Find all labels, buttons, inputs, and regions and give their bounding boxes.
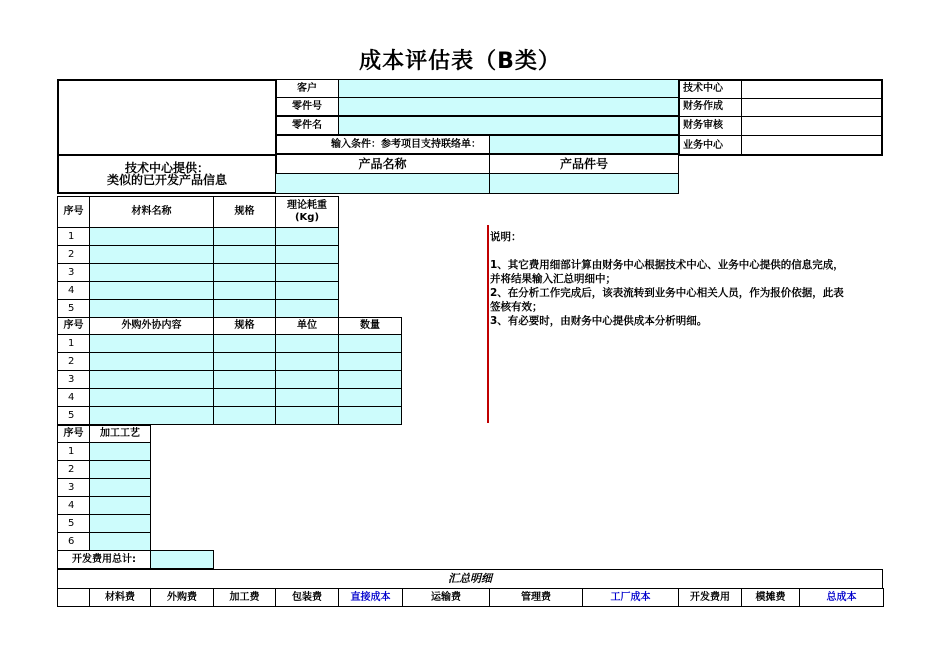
- summary-item-5: 运输费: [402, 588, 490, 607]
- outsource-content-cell[interactable]: [89, 352, 214, 371]
- notes-title: 说明：: [490, 231, 522, 243]
- approval-label-business: 业务中心: [679, 136, 742, 155]
- process-name-cell[interactable]: [89, 442, 151, 461]
- materials-name-cell[interactable]: [89, 227, 214, 246]
- approval-label-tech: 技术中心: [679, 80, 742, 99]
- outsource-row-seq: 1: [57, 334, 90, 353]
- materials-row-seq: 4: [57, 281, 90, 300]
- summary-blank-cell: [57, 588, 90, 607]
- outsource-spec-cell[interactable]: [213, 406, 276, 425]
- part-name-field[interactable]: [338, 116, 679, 135]
- approval-field-business[interactable]: [741, 136, 882, 155]
- materials-weight-cell[interactable]: [275, 281, 339, 300]
- materials-row-seq: 2: [57, 245, 90, 264]
- outsource-spec-cell[interactable]: [213, 388, 276, 407]
- outsource-content-cell[interactable]: [89, 334, 214, 353]
- materials-row-seq: 1: [57, 227, 90, 246]
- outsource-row-seq: 4: [57, 388, 90, 407]
- process-row-seq: 1: [57, 442, 90, 461]
- outsource-header-content: 外购外协内容: [89, 317, 214, 335]
- page-title: 成本评估表（B类）: [359, 49, 561, 74]
- approval-field-tech[interactable]: [741, 80, 882, 99]
- materials-header-name: 材料名称: [89, 196, 214, 228]
- approval-field-finance-make[interactable]: [741, 98, 882, 117]
- outsource-unit-cell[interactable]: [275, 334, 339, 353]
- materials-weight-cell[interactable]: [275, 299, 339, 318]
- summary-item-3: 包装费: [275, 588, 339, 607]
- similar-label-line1: 技术中心提供：: [124, 161, 209, 175]
- outsource-qty-cell[interactable]: [338, 334, 402, 353]
- dev-total-label: 开发费用总计:: [57, 550, 151, 569]
- outsource-qty-cell[interactable]: [338, 370, 402, 389]
- summary-item-6: 管理费: [489, 588, 583, 607]
- customer-label: 客户: [275, 79, 339, 98]
- weight-header-line2: (Kg): [294, 212, 320, 223]
- materials-name-cell[interactable]: [89, 245, 214, 264]
- process-row-seq: 3: [57, 478, 90, 497]
- outsource-header-unit: 单位: [275, 317, 339, 335]
- outsource-row-seq: 2: [57, 352, 90, 371]
- summary-item-1: 外购费: [150, 588, 214, 607]
- materials-spec-cell[interactable]: [213, 227, 276, 246]
- summary-item-4: 直接成本: [338, 588, 403, 607]
- process-header-name: 加工工艺: [89, 425, 151, 443]
- summary-item-2: 加工费: [213, 588, 276, 607]
- materials-weight-cell[interactable]: [275, 227, 339, 246]
- process-row-seq: 2: [57, 460, 90, 479]
- outsource-unit-cell[interactable]: [275, 406, 339, 425]
- outsource-unit-cell[interactable]: [275, 352, 339, 371]
- process-header-seq: 序号: [57, 425, 90, 443]
- product-no-field[interactable]: [489, 173, 679, 194]
- outsource-spec-cell[interactable]: [213, 370, 276, 389]
- outsource-unit-cell[interactable]: [275, 388, 339, 407]
- materials-spec-cell[interactable]: [213, 281, 276, 300]
- product-name-header: 产品名称: [275, 154, 490, 174]
- process-name-cell[interactable]: [89, 460, 151, 479]
- outsource-qty-cell[interactable]: [338, 388, 402, 407]
- process-name-cell[interactable]: [89, 478, 151, 497]
- summary-title: 汇总明细: [57, 569, 883, 589]
- outsource-content-cell[interactable]: [89, 388, 214, 407]
- process-name-cell[interactable]: [89, 496, 151, 515]
- process-name-cell[interactable]: [89, 532, 151, 551]
- outsource-header-qty: 数量: [338, 317, 402, 335]
- summary-item-0: 材料费: [89, 588, 151, 607]
- similar-label-line2: 类似的已开发产品信息: [106, 173, 227, 187]
- part-no-field[interactable]: [338, 97, 679, 116]
- approval-label-finance-make: 财务作成: [679, 98, 742, 117]
- materials-name-cell[interactable]: [89, 281, 214, 300]
- materials-header-weight: [275, 196, 339, 228]
- weight-header-line1: 理论耗重: [287, 200, 327, 211]
- outsource-header-seq: 序号: [57, 317, 90, 335]
- materials-spec-cell[interactable]: [213, 299, 276, 318]
- similar-product-label: [57, 154, 277, 194]
- process-row-seq: 4: [57, 496, 90, 515]
- dev-total-field[interactable]: [150, 550, 214, 569]
- outsource-row-seq: 5: [57, 406, 90, 425]
- materials-spec-cell[interactable]: [213, 245, 276, 264]
- process-row-seq: 6: [57, 532, 90, 551]
- approval-field-finance-review[interactable]: [741, 117, 882, 136]
- materials-weight-cell[interactable]: [275, 263, 339, 282]
- outsource-spec-cell[interactable]: [213, 352, 276, 371]
- materials-weight-cell[interactable]: [275, 245, 339, 264]
- part-name-label: 零件名: [275, 116, 339, 135]
- summary-item-10: 总成本: [799, 588, 884, 607]
- process-row-seq: 5: [57, 514, 90, 533]
- outsource-row-seq: 3: [57, 370, 90, 389]
- input-condition-field[interactable]: [489, 135, 679, 154]
- customer-field[interactable]: [338, 79, 679, 98]
- logo-area: [57, 79, 277, 156]
- outsource-spec-cell[interactable]: [213, 334, 276, 353]
- outsource-unit-cell[interactable]: [275, 370, 339, 389]
- process-name-cell[interactable]: [89, 514, 151, 533]
- outsource-qty-cell[interactable]: [338, 406, 402, 425]
- materials-row-seq: 5: [57, 299, 90, 318]
- outsource-content-cell[interactable]: [89, 406, 214, 425]
- product-no-header: 产品件号: [489, 154, 679, 174]
- summary-item-7: 工厂成本: [582, 588, 679, 607]
- input-condition-label: 输入条件：参考项目支持联络单：: [275, 135, 490, 154]
- materials-header-spec: 规格: [213, 196, 276, 228]
- product-name-field[interactable]: [275, 173, 490, 194]
- outsource-header-spec: 规格: [213, 317, 276, 335]
- notes-block: [490, 230, 882, 328]
- approval-label-finance-review: 财务审核: [679, 117, 742, 136]
- outsource-content-cell[interactable]: [89, 370, 214, 389]
- materials-name-cell[interactable]: [89, 299, 214, 318]
- summary-item-9: 模摊费: [741, 588, 800, 607]
- materials-spec-cell[interactable]: [213, 263, 276, 282]
- materials-row-seq: 3: [57, 263, 90, 282]
- notes-divider: [487, 225, 489, 423]
- summary-item-8: 开发费用: [678, 588, 742, 607]
- outsource-qty-cell[interactable]: [338, 352, 402, 371]
- materials-header-seq: 序号: [57, 196, 90, 228]
- materials-name-cell[interactable]: [89, 263, 214, 282]
- notes-body: 1、其它费用细部计算由财务中心根据技术中心、业务中心提供的信息完成， 并将结果输入汇总明细中； 2、在分析工作完成后，该表流转到业务中心相关人员，作为报价依据，此表 签核有效； 3、有必要时，由财务中心提供成本分析明细。: [490, 259, 844, 327]
- part-no-label: 零件号: [275, 97, 339, 116]
